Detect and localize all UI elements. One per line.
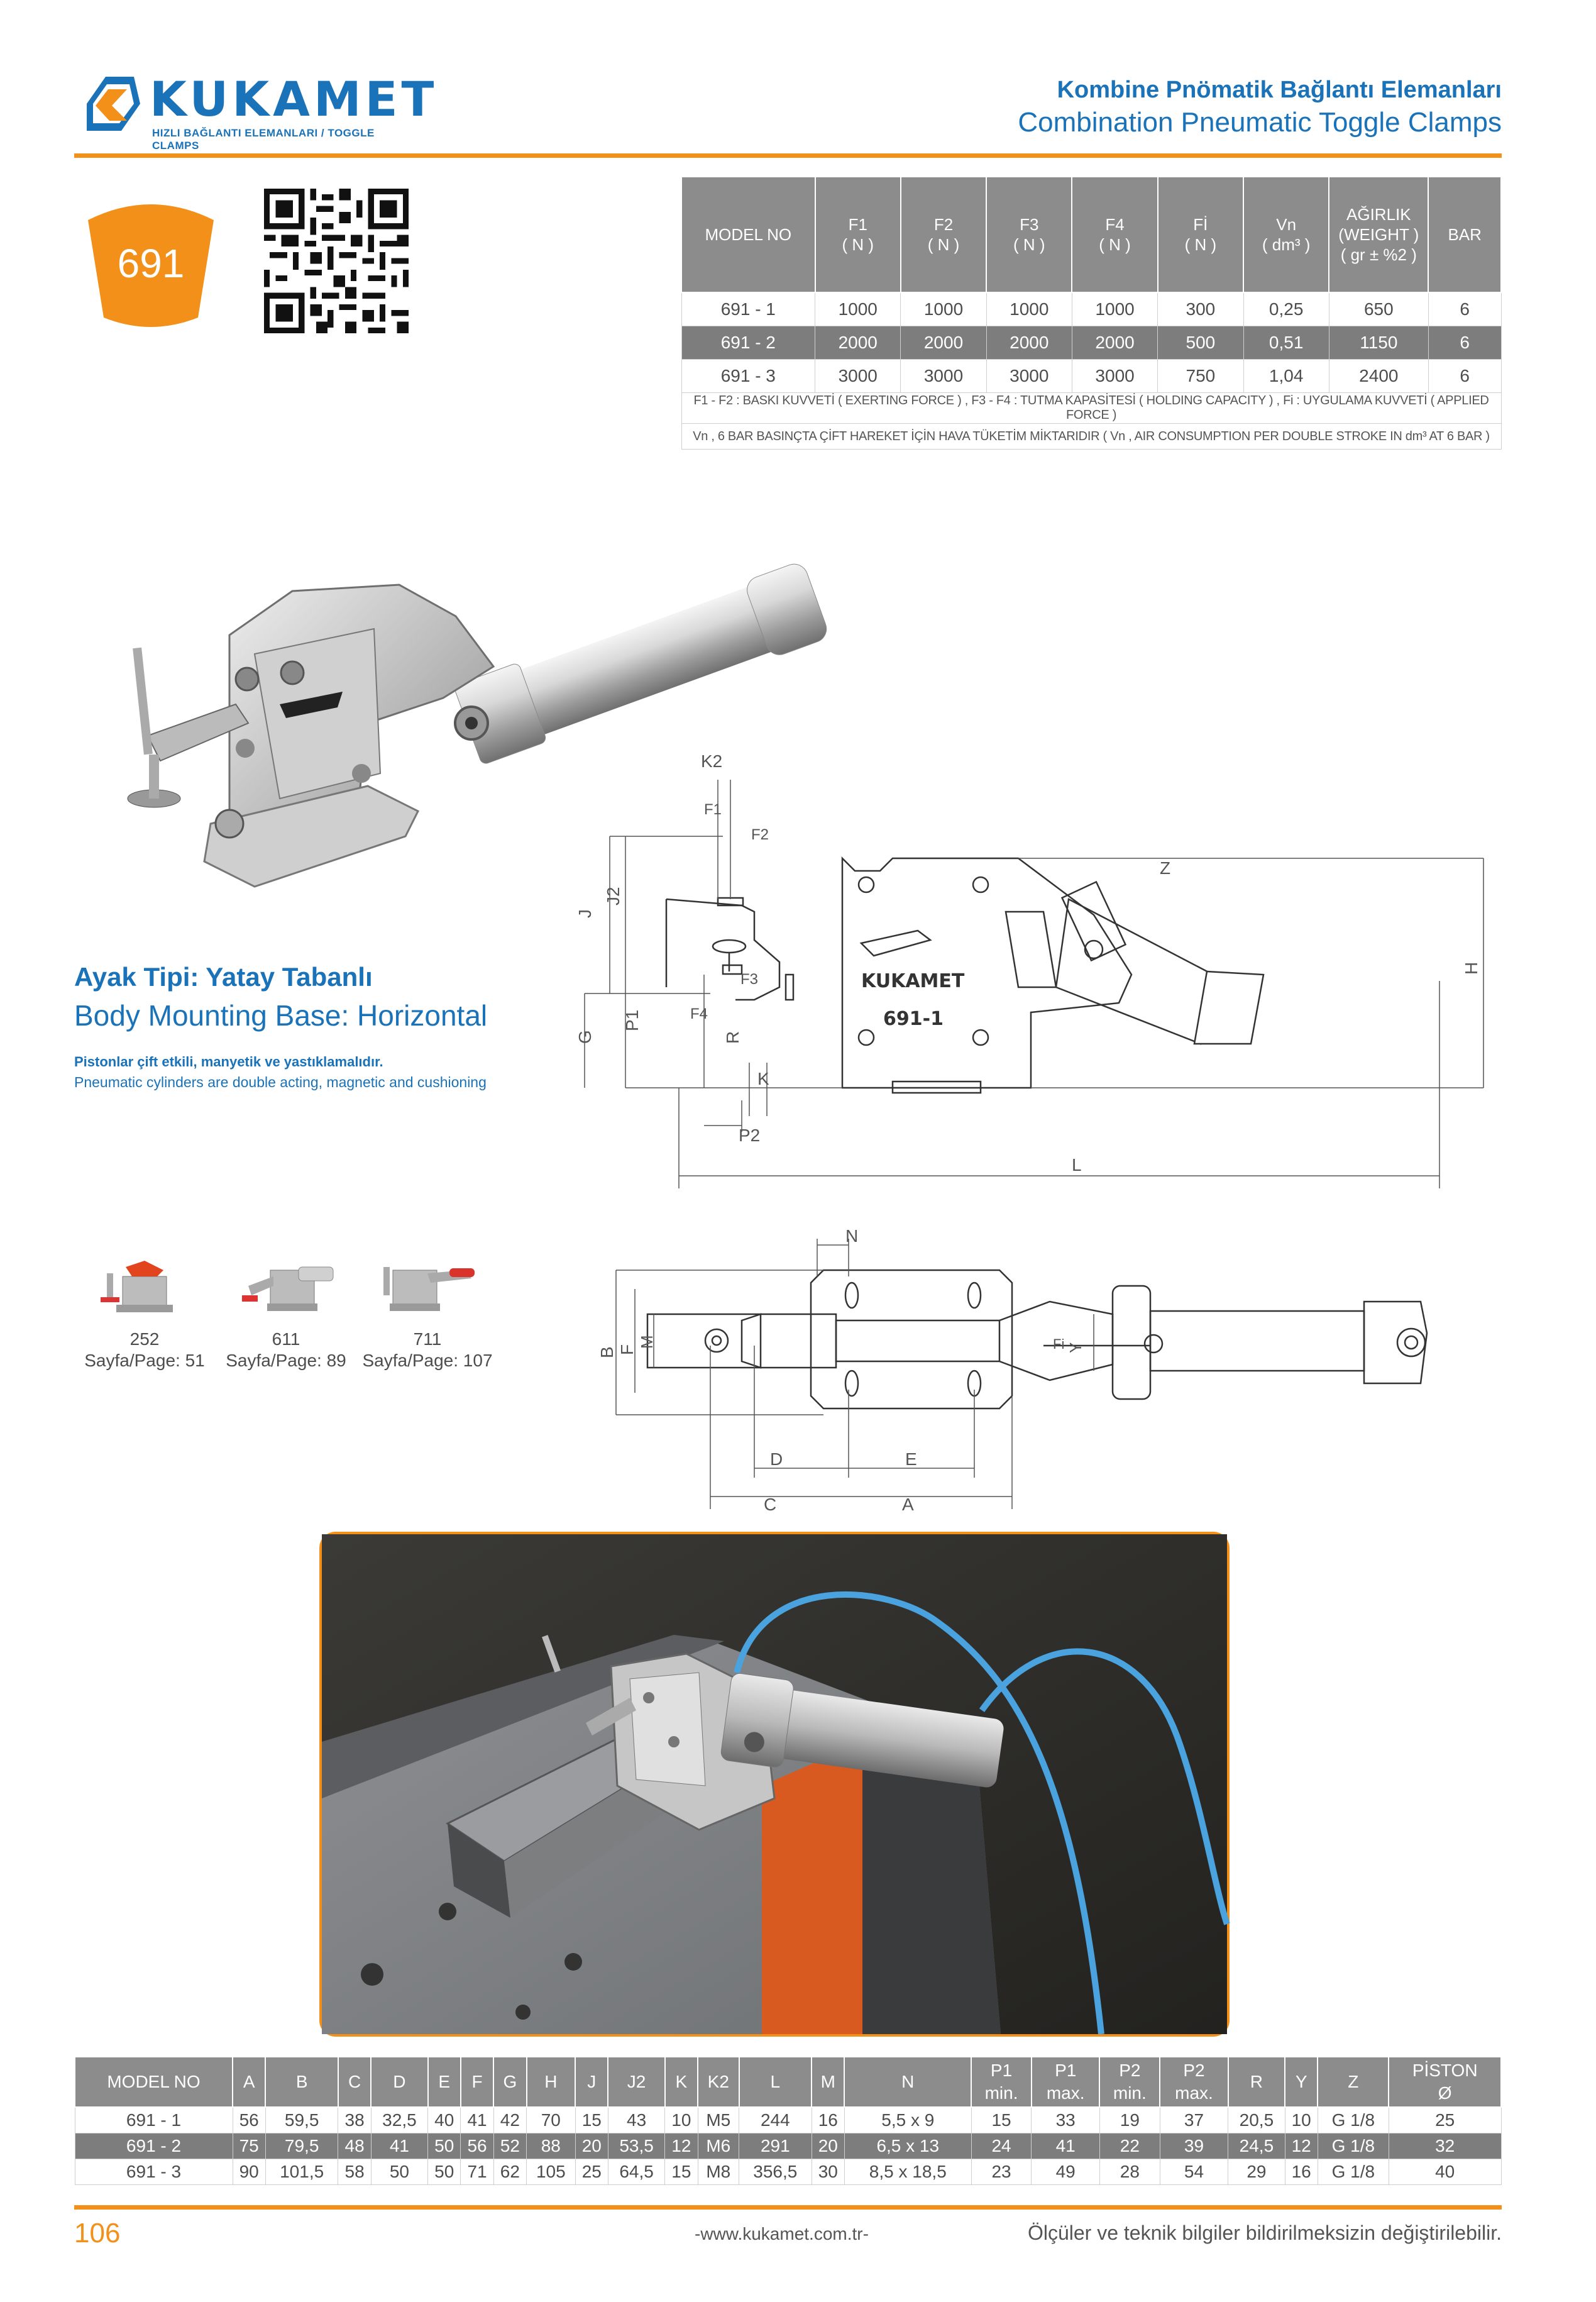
technical-drawing-side-view — [575, 723, 1509, 1214]
dim-header-17-l2: max. — [1046, 2083, 1085, 2103]
dim-header-2 — [265, 2057, 338, 2107]
dim-cell: 30 — [812, 2159, 844, 2185]
dim-cell: 15 — [971, 2107, 1032, 2133]
label-K: K — [757, 1069, 769, 1088]
dim-header-23-l1: PİSTON — [1412, 2061, 1478, 2080]
spec-header-4-l1: F4 — [1105, 215, 1125, 234]
dim-cell: 50 — [371, 2159, 427, 2185]
dim-cell: 24 — [971, 2133, 1032, 2159]
spec-cell: 2400 — [1329, 360, 1428, 393]
dim-cell: 25 — [575, 2159, 608, 2185]
dim-header-7 — [493, 2057, 526, 2107]
spec-header-8 — [1428, 177, 1501, 292]
label-Fi: Fi — [1053, 1336, 1065, 1352]
dim-cell: 33 — [1032, 2107, 1099, 2133]
label-P2: P2 — [739, 1126, 761, 1145]
label-F2: F2 — [751, 826, 769, 843]
dim-header-20-l1: R — [1250, 2072, 1263, 2091]
spec-header-5-l2: ( N ) — [1184, 235, 1217, 254]
dim-header-5 — [428, 2057, 461, 2107]
dim-cell: 20,5 — [1228, 2107, 1285, 2133]
spec-cell: 750 — [1158, 360, 1243, 393]
dim-cell: G 1/8 — [1318, 2107, 1389, 2133]
brand-name: KUKAMET — [150, 71, 438, 127]
mount-type-en: Body Mounting Base: Horizontal — [74, 999, 488, 1032]
dim-cell: 101,5 — [265, 2159, 338, 2185]
dim-cell: 22 — [1099, 2133, 1160, 2159]
label-A: A — [902, 1495, 914, 1514]
spec-header-6-l2: ( dm³ ) — [1262, 235, 1311, 254]
drawing-model-text: 691-1 — [883, 1008, 944, 1030]
clamp-thumbnail-icon — [377, 1248, 478, 1317]
spec-header-3-l1: F3 — [1020, 215, 1039, 234]
dim-header-23 — [1389, 2057, 1501, 2107]
dim-header-11 — [665, 2057, 698, 2107]
spec-cell: 691 - 3 — [681, 360, 815, 393]
label-P1: P1 — [622, 1009, 642, 1031]
dim-cell: 105 — [527, 2159, 576, 2185]
dim-cell: 15 — [665, 2159, 698, 2185]
section-title-tr: Kombine Pnömatik Bağlantı Elemanları — [1057, 77, 1502, 103]
dim-header-12-l1: K2 — [707, 2072, 729, 2091]
dim-header-9 — [575, 2057, 608, 2107]
dim-header-6-l1: F — [471, 2072, 483, 2091]
spec-cell: 6 — [1428, 292, 1501, 326]
spec-cell: 6 — [1428, 326, 1501, 360]
spec-row — [681, 360, 1501, 393]
kukamet-logo-icon — [74, 69, 143, 138]
dimension-table — [74, 2056, 1502, 2185]
dim-cell: 50 — [428, 2159, 461, 2185]
dim-cell: 291 — [739, 2133, 812, 2159]
footer-divider — [74, 2205, 1502, 2210]
dim-cell: 691 - 2 — [75, 2133, 233, 2159]
dim-header-5-l1: E — [438, 2072, 451, 2091]
dim-cell: 12 — [1285, 2133, 1318, 2159]
label-N: N — [845, 1226, 859, 1246]
spec-header-7-l1: AĞIRLIK — [1346, 205, 1411, 224]
spec-header-8-l1: BAR — [1448, 225, 1482, 244]
brand-logo — [74, 69, 438, 152]
spec-cell: 300 — [1158, 292, 1243, 326]
label-F1: F1 — [704, 801, 722, 818]
dim-header-3 — [338, 2057, 371, 2107]
dim-cell: 62 — [493, 2159, 526, 2185]
dim-header-22-l1: Z — [1348, 2072, 1359, 2091]
dim-header-7-l1: G — [503, 2072, 517, 2091]
dim-cell: 356,5 — [739, 2159, 812, 2185]
spec-cell: 1150 — [1329, 326, 1428, 360]
dim-header-1 — [233, 2057, 265, 2107]
dim-cell: 43 — [608, 2107, 664, 2133]
spec-header-4 — [1072, 177, 1157, 292]
spec-cell: 2000 — [986, 326, 1072, 360]
spec-cell: 691 - 2 — [681, 326, 815, 360]
dim-header-2-l1: B — [295, 2072, 308, 2091]
dim-cell: 58 — [338, 2159, 371, 2185]
dim-cell: 32,5 — [371, 2107, 427, 2133]
spec-header-7-l3: ( gr ± %2 ) — [1340, 245, 1417, 264]
badge-model-number: 691 — [117, 241, 185, 286]
catalog-section-title — [1018, 74, 1502, 140]
spec-note-row — [681, 393, 1501, 424]
spec-header-0-l1: MODEL NO — [705, 225, 792, 244]
dim-header-8-l1: H — [544, 2072, 558, 2091]
dim-cell: 50 — [428, 2133, 461, 2159]
dim-cell: 16 — [1285, 2159, 1318, 2185]
dim-header-20 — [1228, 2057, 1285, 2107]
spec-cell: 3000 — [815, 360, 901, 393]
dim-cell: 52 — [493, 2133, 526, 2159]
spec-header-4-l2: ( N ) — [1099, 235, 1131, 254]
piston-note-tr: Pistonlar çift etkili, manyetik ve yastıklamalıdır. — [74, 1054, 383, 1070]
related-page-611: Sayfa/Page: 89 — [226, 1351, 346, 1370]
spec-row — [681, 292, 1501, 326]
dim-header-15 — [844, 2057, 971, 2107]
related-model-252: 252 — [129, 1329, 160, 1349]
dim-header-8 — [527, 2057, 576, 2107]
mount-type-tr: Ayak Tipi: Yatay Tabanlı — [74, 962, 373, 992]
dim-cell: 48 — [338, 2133, 371, 2159]
dim-header-9-l1: J — [587, 2072, 597, 2091]
dim-header-6 — [461, 2057, 493, 2107]
label-F3: F3 — [740, 971, 759, 988]
label-H: H — [1461, 961, 1481, 975]
application-photo — [319, 1532, 1230, 2037]
dim-cell: 90 — [233, 2159, 265, 2185]
dim-header-0 — [75, 2057, 233, 2107]
dim-cell: 41 — [1032, 2133, 1099, 2159]
label-B: B — [597, 1346, 617, 1358]
related-page-252: Sayfa/Page: 51 — [84, 1351, 205, 1370]
piston-note-en: Pneumatic cylinders are double acting, magnetic and cushioning — [74, 1074, 487, 1090]
spec-cell: 0,25 — [1243, 292, 1329, 326]
label-D: D — [770, 1449, 783, 1469]
dim-header-15-l1: N — [901, 2072, 915, 2091]
label-L: L — [1072, 1155, 1082, 1175]
dim-header-16-l2: min. — [984, 2083, 1018, 2103]
dim-header-17-l1: P1 — [1055, 2061, 1077, 2080]
dim-header-19-l2: max. — [1175, 2083, 1213, 2103]
dim-cell: 54 — [1160, 2159, 1228, 2185]
dim-header-23-l2: Ø — [1438, 2083, 1452, 2103]
spec-header-7-l2: (WEIGHT ) — [1338, 225, 1419, 244]
spec-note-row — [681, 424, 1501, 450]
dim-header-11-l1: K — [675, 2072, 688, 2091]
dim-header-18-l1: P2 — [1119, 2061, 1141, 2080]
spec-header-2-l1: F2 — [933, 215, 954, 234]
dim-header-16 — [971, 2057, 1032, 2107]
dim-cell: 37 — [1160, 2107, 1228, 2133]
label-Y: Y — [1066, 1342, 1085, 1353]
dim-cell: 6,5 x 13 — [844, 2133, 971, 2159]
dim-cell: 15 — [575, 2107, 608, 2133]
dim-cell: 71 — [461, 2159, 493, 2185]
spec-header-2 — [901, 177, 986, 292]
label-J: J — [575, 909, 595, 918]
dim-header-4-l1: D — [393, 2072, 406, 2091]
dim-cell: 28 — [1099, 2159, 1160, 2185]
dim-cell: 24,5 — [1228, 2133, 1285, 2159]
dim-header-3-l1: C — [348, 2072, 361, 2091]
disclaimer-text: Ölçüler ve teknik bilgiler bildirilmeksizin değiştirilebilir. — [1027, 2222, 1502, 2244]
dim-header-1-l1: A — [243, 2072, 255, 2091]
spec-header-5 — [1158, 177, 1243, 292]
spec-cell: 691 - 1 — [681, 292, 815, 326]
dim-header-14 — [812, 2057, 844, 2107]
dim-cell: 32 — [1389, 2133, 1501, 2159]
spec-header-3 — [986, 177, 1072, 292]
label-E: E — [905, 1449, 917, 1469]
spec-cell: 6 — [1428, 360, 1501, 393]
spec-cell: 1000 — [815, 292, 901, 326]
spec-cell: 2000 — [1072, 326, 1157, 360]
spec-header-7 — [1329, 177, 1428, 292]
website-link[interactable]: -www.kukamet.com.tr- — [695, 2224, 869, 2244]
model-badge — [82, 195, 220, 330]
dim-cell: 59,5 — [265, 2107, 338, 2133]
dim-header-21 — [1285, 2057, 1318, 2107]
spec-cell: 1,04 — [1243, 360, 1329, 393]
dim-cell: 691 - 3 — [75, 2159, 233, 2185]
related-item-252[interactable] — [75, 1248, 214, 1371]
dim-header-10 — [608, 2057, 664, 2107]
spec-cell: 0,51 — [1243, 326, 1329, 360]
qr-code-icon — [264, 189, 409, 333]
dim-cell: M5 — [698, 2107, 739, 2133]
spec-table-header — [681, 177, 1501, 292]
dim-cell: 20 — [575, 2133, 608, 2159]
label-Z: Z — [1160, 858, 1171, 878]
dim-cell: 20 — [812, 2133, 844, 2159]
dim-cell: 41 — [371, 2133, 427, 2159]
dim-cell: 75 — [233, 2133, 265, 2159]
dim-header-0-l1: MODEL NO — [107, 2072, 201, 2091]
dim-row — [75, 2133, 1501, 2159]
label-F4: F4 — [690, 1005, 708, 1022]
dim-header-14-l1: M — [820, 2072, 835, 2091]
label-R: R — [723, 1031, 742, 1044]
dim-cell: 8,5 x 18,5 — [844, 2159, 971, 2185]
spec-cell: 2000 — [901, 326, 986, 360]
dim-header-18-l2: min. — [1113, 2083, 1147, 2103]
related-item-711[interactable] — [358, 1248, 497, 1371]
related-item-611[interactable] — [217, 1248, 355, 1371]
label-C: C — [764, 1495, 777, 1514]
dim-cell: 39 — [1160, 2133, 1228, 2159]
dim-cell: 16 — [812, 2107, 844, 2133]
dimension-table-header — [75, 2057, 1501, 2107]
dim-cell: 12 — [665, 2133, 698, 2159]
spec-header-1-l1: F1 — [848, 215, 867, 234]
related-page-711: Sayfa/Page: 107 — [362, 1351, 493, 1370]
spec-cell: 1000 — [901, 292, 986, 326]
dim-cell: 691 - 1 — [75, 2107, 233, 2133]
dim-header-19-l1: P2 — [1183, 2061, 1205, 2080]
spec-cell: 1000 — [1072, 292, 1157, 326]
dim-cell: 244 — [739, 2107, 812, 2133]
spec-header-6 — [1243, 177, 1329, 292]
dim-cell: M8 — [698, 2159, 739, 2185]
dim-cell: 53,5 — [608, 2133, 664, 2159]
header-divider — [74, 153, 1502, 158]
spec-cell: 3000 — [901, 360, 986, 393]
dim-cell: G 1/8 — [1318, 2159, 1389, 2185]
dim-cell: 70 — [527, 2107, 576, 2133]
dim-cell: 56 — [233, 2107, 265, 2133]
spec-cell: 3000 — [986, 360, 1072, 393]
dim-header-18 — [1099, 2057, 1160, 2107]
dim-cell: 56 — [461, 2133, 493, 2159]
spec-header-5-l1: Fİ — [1193, 215, 1208, 234]
dim-cell: 19 — [1099, 2107, 1160, 2133]
spec-cell: 3000 — [1072, 360, 1157, 393]
dim-row — [75, 2159, 1501, 2185]
label-G: G — [575, 1030, 595, 1044]
spec-header-0 — [681, 177, 815, 292]
dim-header-16-l1: P1 — [990, 2061, 1013, 2080]
dim-header-12 — [698, 2057, 739, 2107]
spec-header-3-l2: ( N ) — [1013, 235, 1045, 254]
clamp-thumbnail-icon — [236, 1248, 336, 1317]
dim-cell: 40 — [1389, 2159, 1501, 2185]
dim-cell: G 1/8 — [1318, 2133, 1389, 2159]
spec-note2: Vn , 6 BAR BASINÇTA ÇİFT HAREKET İÇİN HAVA TÜKETİM MİKTARIDIR ( Vn , AIR CONSUMPTION PER DOUBLE STROKE IN dm³ AT 6 BAR ) — [681, 424, 1501, 450]
technical-drawing-top-view — [597, 1220, 1496, 1515]
label-J2: J2 — [603, 887, 623, 905]
label-K2: K2 — [701, 751, 723, 771]
dim-cell: 23 — [971, 2159, 1032, 2185]
dim-cell: 88 — [527, 2133, 576, 2159]
dim-cell: 40 — [428, 2107, 461, 2133]
spec-row — [681, 326, 1501, 360]
dim-cell: 38 — [338, 2107, 371, 2133]
dim-cell: 5,5 x 9 — [844, 2107, 971, 2133]
dim-cell: 10 — [1285, 2107, 1318, 2133]
drawing-brand-text: KUKAMET — [861, 970, 965, 992]
label-F: F — [617, 1344, 637, 1355]
spec-cell: 2000 — [815, 326, 901, 360]
spec-header-6-l1: Vn — [1276, 215, 1297, 234]
dim-header-19 — [1160, 2057, 1228, 2107]
section-title-en: Combination Pneumatic Toggle Clamps — [1018, 107, 1502, 138]
dim-cell: 41 — [461, 2107, 493, 2133]
dim-header-13-l1: L — [770, 2072, 781, 2091]
dim-cell: 64,5 — [608, 2159, 664, 2185]
dim-header-21-l1: Y — [1295, 2072, 1307, 2091]
spec-table — [681, 176, 1502, 450]
dim-cell: 42 — [493, 2107, 526, 2133]
dim-header-4 — [371, 2057, 427, 2107]
dim-cell: 49 — [1032, 2159, 1099, 2185]
label-M: M — [637, 1335, 656, 1349]
spec-cell: 500 — [1158, 326, 1243, 360]
related-model-611: 611 — [272, 1329, 300, 1349]
dim-cell: M6 — [698, 2133, 739, 2159]
brand-tagline: HIZLI BAĞLANTI ELEMANLARI / TOGGLE CLAMPS — [152, 127, 375, 152]
dim-header-22 — [1318, 2057, 1389, 2107]
spec-cell: 650 — [1329, 292, 1428, 326]
spec-note1: F1 - F2 : BASKI KUVVETİ ( EXERTING FORCE ) , F3 - F4 : TUTMA KAPASİTESİ ( HOLDING CAPACITY ) , Fi : UYGULAMA KUVVETİ ( APPLIED FORCE ) — [681, 393, 1501, 424]
clamp-thumbnail-icon — [94, 1248, 195, 1317]
related-model-711: 711 — [413, 1329, 442, 1349]
dim-cell: 25 — [1389, 2107, 1501, 2133]
dim-cell: 29 — [1228, 2159, 1285, 2185]
page-number: 106 — [74, 2218, 121, 2249]
dim-cell: 79,5 — [265, 2133, 338, 2159]
dim-header-10-l1: J2 — [627, 2072, 646, 2091]
dim-cell: 10 — [665, 2107, 698, 2133]
spec-cell: 1000 — [986, 292, 1072, 326]
dim-header-13 — [739, 2057, 812, 2107]
spec-header-2-l2: ( N ) — [927, 235, 960, 254]
spec-header-1 — [815, 177, 901, 292]
dim-row — [75, 2107, 1501, 2133]
dim-header-17 — [1032, 2057, 1099, 2107]
spec-header-1-l2: ( N ) — [842, 235, 874, 254]
